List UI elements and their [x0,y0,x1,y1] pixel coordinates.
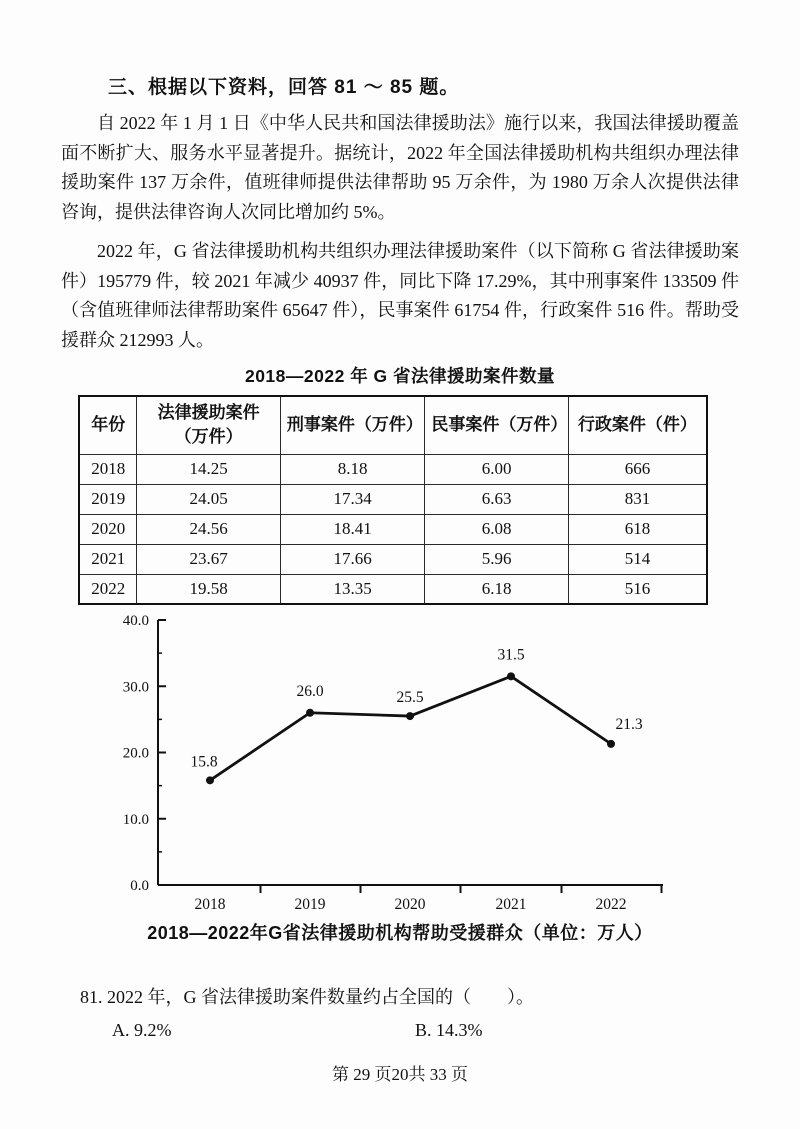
row-year-cell: 2022 [79,574,137,604]
y-tick-label: 0.0 [130,878,149,894]
row-year-cell: 2021 [79,544,137,574]
line-chart [88,607,728,913]
table-row [79,454,707,484]
question-81: 81. 2022 年，G 省法律援助案件数量约占全国的（ ）。 [80,987,534,1007]
table-row [79,574,707,604]
table-cell: 19.58 [137,574,280,604]
table-cell: 18.41 [280,514,424,544]
table-cell: 514 [568,544,707,574]
table-cell: 24.56 [137,514,280,544]
table-cell: 13.35 [280,574,424,604]
footer-page-number: 第 29 页 [332,1065,392,1084]
data-point [306,709,314,717]
data-point-label: 15.8 [190,753,218,771]
data-point [206,776,214,784]
col-header-civil-cases: 民事案件（万件） [425,396,568,454]
table-cell: 8.18 [280,454,424,484]
table-title: 2018—2022 年 G 省法律援助案件数量 [244,366,556,386]
data-point-label: 21.3 [615,715,643,733]
question-81-options [0,1020,800,1046]
row-year-cell: 2018 [79,454,137,484]
table-cell: 24.05 [137,484,280,514]
table-cell: 6.63 [425,484,568,514]
x-category-label: 2022 [595,896,627,913]
section-heading: 三、根据以下资料，回答 81 ～ 85 题。 [108,77,460,98]
data-point [607,740,615,748]
col-header-administrative-cases: 行政案件（件） [568,396,707,454]
table-cell: 831 [568,484,707,514]
footer-overlap-number: 20 [391,1065,409,1084]
col-header-year: 年份 [79,396,137,454]
option-a: A. 9.2% [112,1020,172,1040]
cases-table [78,395,708,605]
table-header-row [79,396,707,454]
x-category-label: 2018 [194,896,226,913]
table-row [79,514,707,544]
y-tick-label: 20.0 [122,745,149,762]
table-cell: 6.18 [425,574,568,604]
intro-paragraph: 自 2022 年 1 月 1 日《中华人民共和国法律援助法》施行以来，我国法律援助覆盖面不断扩大、服务水平显著提升。据统计，2022 年全国法律援助机构共组织办理法律援助案件 137 万余件，值班律师提供法律帮助 95 万余件，为 1980 万余人次提供法律咨询，提供法律咨询人次同比增加约 5%。 [61,113,739,222]
data-point [406,712,414,720]
page-footer [0,1060,800,1085]
x-category-label: 2019 [294,896,326,913]
data-point-label: 25.5 [396,689,424,707]
y-tick-label: 40.0 [122,613,149,629]
col-header-legal-aid-cases: 法律援助案件（万件） [137,396,280,454]
row-year-cell: 2020 [79,514,137,544]
table-cell: 17.66 [280,544,424,574]
table-cell: 6.00 [425,454,568,484]
table-cell: 17.34 [280,484,424,514]
province-paragraph: 2022 年，G 省法律援助机构共组织办理法律援助案件（以下简称 G 省法律援助案件）195779 件，较 2021 年减少 40937 件，同比下降 17.29%，其中刑事案件 133509 件（含值班律师法律帮助案件 65647 件），民事案件 61754 件，行政案件 516 件。帮助受援群众 212993 人。 [61,241,739,350]
table-cell: 6.08 [425,514,568,544]
table-cell: 5.96 [425,544,568,574]
table-row [79,484,707,514]
data-point-label: 26.0 [296,682,324,700]
data-point [507,672,515,680]
x-category-label: 2020 [394,896,426,913]
x-category-label: 2021 [495,896,527,913]
table-cell: 23.67 [137,544,280,574]
col-header-criminal-cases: 刑事案件（万件） [280,396,424,454]
table-row [79,544,707,574]
y-tick-label: 30.0 [122,679,149,696]
y-tick-label: 10.0 [122,811,149,828]
chart-caption: 2018—2022年G省法律援助机构帮助受援群众（单位：万人） [147,923,653,943]
footer-total-pages: 共 33 页 [408,1065,468,1084]
table-cell: 14.25 [137,454,280,484]
option-b: B. 14.3% [415,1020,483,1040]
row-year-cell: 2019 [79,484,137,514]
chart-area [0,607,800,915]
table-cell: 618 [568,514,707,544]
table-cell: 666 [568,454,707,484]
table-cell: 516 [568,574,707,604]
data-point-label: 31.5 [497,646,525,664]
